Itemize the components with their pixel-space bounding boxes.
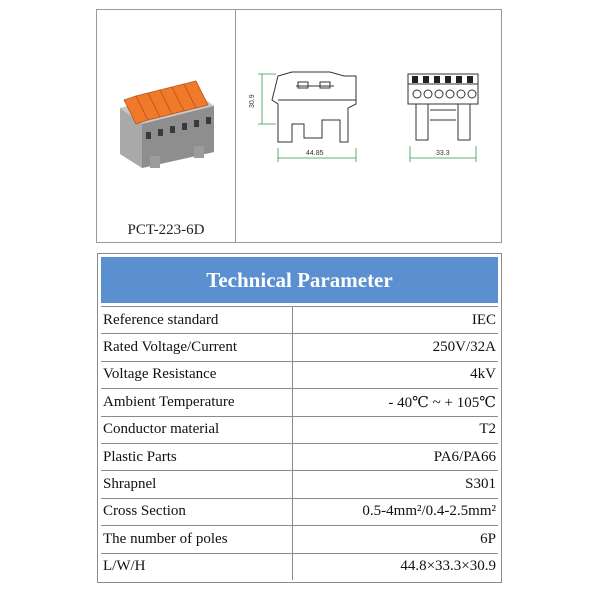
length-dimension-label: 44.85 [306,150,324,157]
parameter-name: L/W/H [101,554,293,580]
table-row [101,306,498,333]
parameter-name: Reference standard [101,307,293,333]
table-row [101,553,498,580]
table-row [101,416,498,443]
parameter-name: Ambient Temperature [101,389,293,415]
wire-connector-photo-icon [106,60,222,170]
model-number-label: PCT-223-6D [127,222,205,238]
table-row [101,498,498,525]
table-row [101,443,498,470]
table-title: Technical Parameter [101,257,498,303]
side-view-drawing [248,64,374,168]
parameter-value: 250V/32A [432,339,496,356]
parameter-value: 6P [480,530,496,547]
parameter-value: - 40℃ ~ + 105℃ [388,394,496,411]
parameter-name: The number of poles [101,526,293,552]
parameter-name: Rated Voltage/Current [101,334,293,360]
parameter-name: Cross Section [101,499,293,525]
front-view-drawing [400,64,486,168]
parameter-name: Conductor material [101,417,293,443]
parameter-value: IEC [471,311,496,328]
parameter-value: 0.5-4mm²/0.4-2.5mm² [362,503,496,520]
parameter-name: Shrapnel [101,471,293,497]
height-dimension-label: 30.9 [249,94,256,108]
table-row [101,333,498,360]
parameter-value: PA6/PA66 [433,448,496,465]
parameter-value: 44.8×33.3×30.9 [400,558,496,575]
width-dimension-label: 33.3 [436,150,450,157]
figure-divider [235,9,236,243]
table-row [101,470,498,497]
table-row [101,361,498,388]
parameter-name: Plastic Parts [101,444,293,470]
parameter-rows [101,306,498,580]
parameter-value: T2 [479,421,496,438]
table-row [101,388,498,415]
parameter-name: Voltage Resistance [101,362,293,388]
parameter-value: S301 [465,476,496,493]
table-row [101,525,498,552]
parameter-value: 4kV [470,366,496,383]
